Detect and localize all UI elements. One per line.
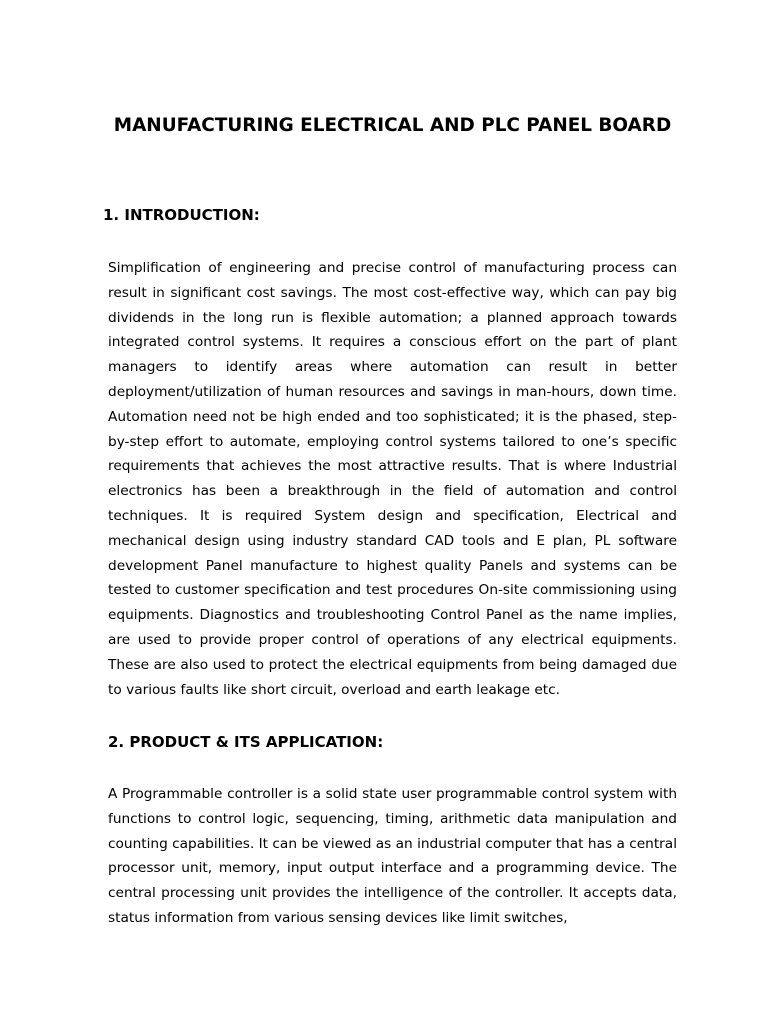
section-body-product-application: A Programmable controller is a solid state user programmable control system with functions to control logic, sequencing, timing, arithmetic data manipulation and counting capabilities. It can be viewed as an industrial computer that has a central processor unit, memory, input output interface and a programming device. The central processing unit provides the intelligence of the controller. It accepts data, status information from various sensing devices like limit switches,: [108, 786, 677, 926]
section-body-introduction: Simplification of engineering and precise control of manufacturing process can result in significant cost savings. The most cost-effective way, which can pay big dividends in the long run is flexible automation; a planned approach towards integrated control systems. It requires a conscious effort on the part of plant managers to identify areas where automation can result in better deployment/utilization of human resources and savings in man-hours, down time. Automation need not be high ended and too sophisticated; it is the phased, step-by-step effort to automate, employing control systems tailored to one’s specific requirements that achieves the most attractive results. That is where Industrial electronics has been a breakthrough in the field of automation and control techniques. It is required System design and specification, Electrical and mechanical design using industry standard CAD tools and E plan, PL software development Panel manufacture to highest quality Panels and systems can be tested to customer specification and test procedures On-site commissioning using equipments. Diagnostics and troubleshooting Control Panel as the name implies, are used to provide proper control of operations of any electrical equipments. These are also used to protect the electrical equipments from being damaged due to various faults like short circuit, overload and earth leakage etc.: [108, 260, 677, 698]
document-title: MANUFACTURING ELECTRICAL AND PLC PANEL BOARD: [113, 115, 672, 136]
section-heading-introduction: 1. INTRODUCTION:: [103, 206, 260, 224]
section-heading-product-application: 2. PRODUCT & ITS APPLICATION:: [108, 733, 384, 751]
